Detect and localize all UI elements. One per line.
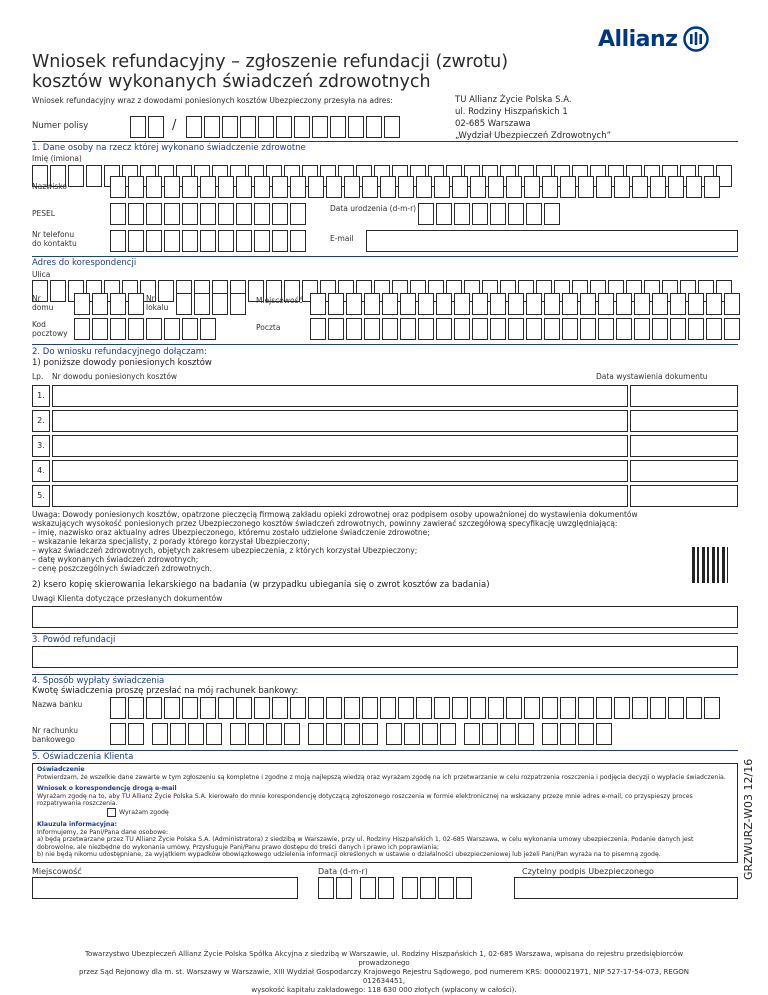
section2-title: 2. Do wniosku refundacyjnego dołączam:: [32, 347, 207, 357]
policy-separator: /: [172, 118, 177, 133]
section4-sub: Kwotę świadczenia proszę przesłać na mój rachunek bankowy:: [32, 686, 299, 696]
row-number: 5.: [32, 485, 50, 507]
email-field[interactable]: [366, 230, 738, 252]
postal-code-cells[interactable]: [74, 318, 216, 340]
address-title: Adres do korespondencji: [32, 258, 137, 268]
account-number-label: Nr rachunku bankowego: [32, 726, 79, 744]
doc-date-field[interactable]: [630, 435, 738, 457]
qr-code-icon: [692, 547, 728, 583]
client-notes-label: Uwagi Klienta dotyczące przesłanych dokumentów: [32, 594, 223, 603]
declarations-box: [32, 763, 738, 863]
consent-checkbox[interactable]: [107, 808, 116, 817]
doc-date-field[interactable]: [630, 410, 738, 432]
section2-sub2: 2) ksero kopię skierowania lekarskiego na badania (w przypadku ubiegania się o zwrot kosztów za badania): [32, 580, 490, 590]
refund-reason-field[interactable]: [32, 646, 738, 668]
doc-number-field[interactable]: [52, 410, 628, 432]
post-office-cells[interactable]: [310, 318, 740, 340]
first-name-label: Imię (imiona): [32, 154, 82, 163]
doc-number-field[interactable]: [52, 460, 628, 482]
col-doc-number: Nr dowodu poniesionych kosztów: [52, 372, 178, 381]
flat-number-label: Nr lokalu: [146, 294, 169, 312]
declaration-title: Oświadczenie: [37, 766, 85, 773]
email-consent-title: Wniosek o korespondencję drogą e-mail: [37, 785, 177, 793]
info-clause-title: Klauzula informacyjna:: [37, 820, 117, 828]
pesel-cells[interactable]: [110, 203, 306, 225]
house-number-label: Nr domu: [32, 294, 54, 312]
info-clause-line: Informujemy, że Pani/Pana dane osobowe:: [37, 828, 169, 836]
doc-number-field[interactable]: [52, 435, 628, 457]
signature-field[interactable]: [514, 877, 738, 899]
allianz-logo: [598, 26, 709, 52]
account-number-cells[interactable]: [110, 723, 612, 745]
page-title: Wniosek refundacyjny – zgłoszenie refundacji (zwrotu) kosztów wykonanych świadczeń zdrowotnych: [32, 52, 509, 92]
row-number: 1.: [32, 385, 50, 407]
doc-number-field[interactable]: [52, 485, 628, 507]
date-label: Data (d-m-r): [318, 867, 368, 876]
postal-code-label: Kod pocztowy: [32, 320, 68, 338]
col-lp: Lp.: [32, 372, 44, 381]
info-clause-line: a) będą przetwarzane przez TU Allianz Życie Polska S.A. (Administratora) z siedzibą w Warszawie, przy ul. Rodziny Hiszpańskich 1, 02-685 Warszawa, w celu wykonania umowy ubezpieczenia. Podanie danych jest dobrowolne, ale niezbędne do wykonania umowy. Przysługuje Pani/Panu prawo dostępu do treści danych i prawo ich poprawiania;: [37, 836, 694, 851]
street-label: Ulica: [32, 270, 51, 279]
client-notes-field[interactable]: [32, 606, 738, 628]
footer: Towarzystwo Ubezpieczeń Allianz Życie Polska Spółka Akcyjna z siedzibą w Warszawie, ul. Rodziny Hiszpańskich 1, 02-685 Warszawa, wpisana do rejestru przedsiębiorców prowadzonego przez Sąd Rejonowy dla m. st. Warszawy w Warszawie, XIII Wydział Gospodarczy Krajowego Rejestru Sądowego, pod numerem KRS: 0000021971, NIP 527-17-54-073, REGON 012634451, wysokość kapitału zakładowego: 118 630 000 złotych (wpłacony w całości).: [78, 950, 689, 994]
row-number: 2.: [32, 410, 50, 432]
allianz-eagle-icon: [683, 26, 709, 52]
section3-title: 3. Powód refundacji: [32, 635, 116, 645]
section4-title: 4. Sposób wypłaty świadczenia: [32, 676, 165, 686]
city-label: Miejscowość: [256, 296, 303, 305]
intro-text: Wniosek refundacyjny wraz z dowodami poniesionych kosztów Ubezpieczony przesyła na adres:: [32, 96, 393, 105]
form-code: GRZWURZ-W03 12/16: [742, 758, 755, 880]
bank-name-cells[interactable]: [110, 697, 720, 719]
flat-number-cells[interactable]: [176, 293, 246, 315]
city-cells[interactable]: [310, 293, 740, 315]
logo-text: Allianz: [598, 26, 678, 52]
col-doc-date: Data wystawienia dokumentu: [596, 372, 708, 381]
post-office-label: Poczta: [256, 323, 281, 332]
place-label: Miejscowość: [32, 867, 82, 876]
phone-cells[interactable]: [110, 230, 306, 252]
doc-date-field[interactable]: [630, 385, 738, 407]
section2-note: Uwaga: Dowody poniesionych kosztów, opatrzone pieczęcią firmową zakładu opieki zdrowotnej oraz podpisem osoby upoważnionej do wystawienia dokumentów wskazujących wysokość poniesionych przez Ubezpieczonego kosztów świadczeń zdrowotnych, powinny zawierać szczegółową specyfikację uwzględniającą: – imię, nazwisko oraz aktualny adres Ubezpieczonego, któremu zostało udzielone świadczenie zdrowotne; – wskazanie lekarza specjalisty, z porady którego korzystał Ubezpieczony; – wykaz świadczeń zdrowotnych, objętych zakresem ubezpieczenia, z których korzystał Ubezpieczony; – datę wykonanych świadczeń zdrowotnych; – cenę poszczególnych świadczeń zdrowotnych.: [32, 510, 638, 573]
doc-date-field[interactable]: [630, 485, 738, 507]
birth-date-cells[interactable]: [418, 203, 560, 225]
signature-label: Czytelny podpis Ubezpieczonego: [522, 867, 654, 876]
consent-label: Wyrażam zgodę: [119, 808, 169, 816]
policy-number-cells[interactable]: [186, 116, 400, 138]
info-clause-line: b) nie będą nikomu udostępniane, za wyjątkiem wypadków obowiązkowego udzielenia informacji określonych w ustawie o działalności ubezpieczeniowej lub jeżeli Pani/Pan wyraża na to pisemną zgodę.: [37, 851, 661, 859]
last-name-cells[interactable]: [110, 176, 720, 198]
row-number: 3.: [32, 435, 50, 457]
section2-sub1: 1) poniższe dowody poniesionych kosztów: [32, 358, 212, 368]
signature-date-cells[interactable]: [318, 877, 472, 899]
pesel-label: PESEL: [32, 209, 55, 218]
policy-label: Numer polisy: [32, 121, 89, 131]
policy-prefix-cells[interactable]: [130, 116, 164, 138]
section5-title: 5. Oświadczenia Klienta: [32, 752, 134, 762]
doc-date-field[interactable]: [630, 460, 738, 482]
bank-name-label: Nazwa banku: [32, 700, 83, 709]
email-label: E-mail: [330, 234, 354, 243]
birth-date-label: Data urodzenia (d-m-r): [330, 204, 417, 213]
declaration-text: Potwierdzam, że wszelkie dane zawarte w tym zgłoszeniu są kompletne i zgodne z moją najlepszą wiedzą oraz wyrażam zgodę na ich przetwarzanie w celu rozpatrzenia roszczenia i podjęcia decyzji o wypłacie świadczenia.: [37, 773, 726, 781]
email-consent-text: Wyrażam zgodę na to, aby TU Allianz Życie Polska S.A. kierowało do mnie korespondencję dotyczącą zgłoszonego roszczenia w formie elektronicznej na wskazany przeze mnie adres e-mail, co przyspieszy proces rozpatrywania roszczenia.: [37, 792, 693, 808]
phone-label: Nr telefonu do kontaktu: [32, 230, 77, 248]
row-number: 4.: [32, 460, 50, 482]
section1-title: 1. Dane osoby na rzecz której wykonano świadczenie zdrowotne: [32, 143, 306, 153]
doc-number-field[interactable]: [52, 385, 628, 407]
place-field[interactable]: [32, 877, 298, 899]
house-number-cells[interactable]: [74, 293, 144, 315]
mailing-address: TU Allianz Życie Polska S.A. ul. Rodziny Hiszpańskich 1 02-685 Warszawa „Wydział Ubezpieczeń Zdrowotnych”: [455, 95, 612, 141]
last-name-label: Nazwisko: [32, 182, 67, 191]
